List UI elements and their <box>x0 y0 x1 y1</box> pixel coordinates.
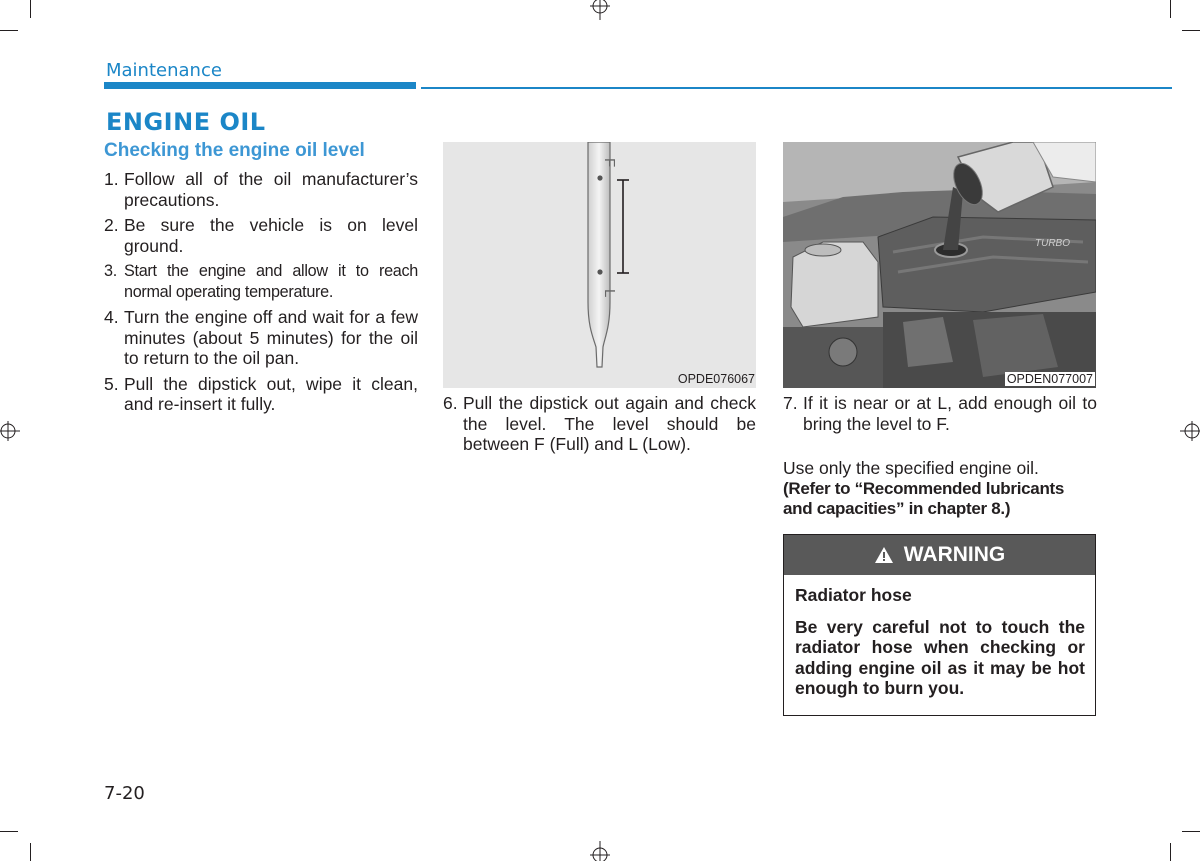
list-item <box>104 261 418 302</box>
figure-code: OPDEN077007 <box>1006 372 1093 386</box>
page-title: ENGINE OIL <box>106 108 266 136</box>
step-6 <box>443 393 756 460</box>
warning-body <box>784 575 1095 699</box>
crop-mark <box>30 843 31 861</box>
step-7 <box>783 393 1097 520</box>
step-number: 4. <box>104 307 119 327</box>
registration-mark <box>588 0 612 20</box>
figure-code: OPDE076067 <box>677 372 755 386</box>
warning-text: Be very careful not to touch the radiator hose when checking or adding engine oil as it may be hot enough to burn you. <box>795 616 1085 698</box>
registration-mark <box>588 841 612 861</box>
section-label: Maintenance <box>106 60 222 81</box>
warning-box <box>783 534 1096 716</box>
registration-mark <box>0 419 20 443</box>
list-item <box>783 393 1097 434</box>
low-mark: L <box>601 289 618 298</box>
header-rule-thin <box>421 87 1172 89</box>
step-text: Pull the dipstick out, wipe it clean, and re-insert it fully. <box>124 373 418 414</box>
dipstick-illustration <box>443 142 756 388</box>
step-text: If it is near or at L, add enough oil to bring the level to F. <box>803 393 1097 434</box>
oil-note: Use only the specified engine oil. <box>783 458 1039 478</box>
chapter-reference: (Refer to “Recommended lubricants and capacities” in chapter 8.) <box>783 478 1065 518</box>
step-number: 1. <box>104 169 119 189</box>
step-number: 6. <box>443 393 458 413</box>
header-rule-thick <box>104 82 416 89</box>
list-item <box>104 169 418 210</box>
list-item <box>104 215 418 256</box>
crop-mark <box>1170 843 1171 861</box>
step-text: Be sure the vehicle is on level ground. <box>124 215 418 256</box>
step-text: Turn the engine off and wait for a few minutes (about 5 minutes) for the oil to return to the oil pan. <box>124 307 418 368</box>
list-item <box>104 374 418 415</box>
dipstick-figure <box>443 142 756 388</box>
step-number: 2. <box>104 215 119 235</box>
full-mark: F <box>601 158 618 168</box>
step-number: 7. <box>783 393 798 413</box>
subheading: Checking the engine oil level <box>104 140 365 161</box>
crop-mark <box>1182 831 1200 832</box>
step-text: Start the engine and allow it to reach normal operating temperature. <box>124 262 418 301</box>
step-text: Follow all of the oil manufacturer’s precautions. <box>124 169 418 210</box>
warning-triangle-icon <box>874 546 894 564</box>
cover-label: TURBO <box>1035 238 1070 249</box>
registration-mark <box>1180 419 1200 443</box>
warning-heading: WARNING <box>903 543 1006 566</box>
crop-mark <box>0 30 18 31</box>
crop-mark <box>30 0 31 18</box>
warning-header <box>784 535 1095 575</box>
engine-illustration <box>783 142 1096 388</box>
step-text: Pull the dipstick out again and check the level. The level should be between F (Full) and L (Low). <box>463 393 756 454</box>
step-number: 3. <box>104 262 117 280</box>
engine-figure <box>783 142 1096 388</box>
crop-mark <box>1182 30 1200 31</box>
steps-list <box>104 169 418 420</box>
step-number: 5. <box>104 373 119 394</box>
warning-title: Radiator hose <box>795 585 912 605</box>
list-item <box>443 393 756 455</box>
list-item <box>104 307 418 369</box>
crop-mark <box>1170 0 1171 18</box>
page-number: 7-20 <box>104 783 145 804</box>
crop-mark <box>0 831 18 832</box>
